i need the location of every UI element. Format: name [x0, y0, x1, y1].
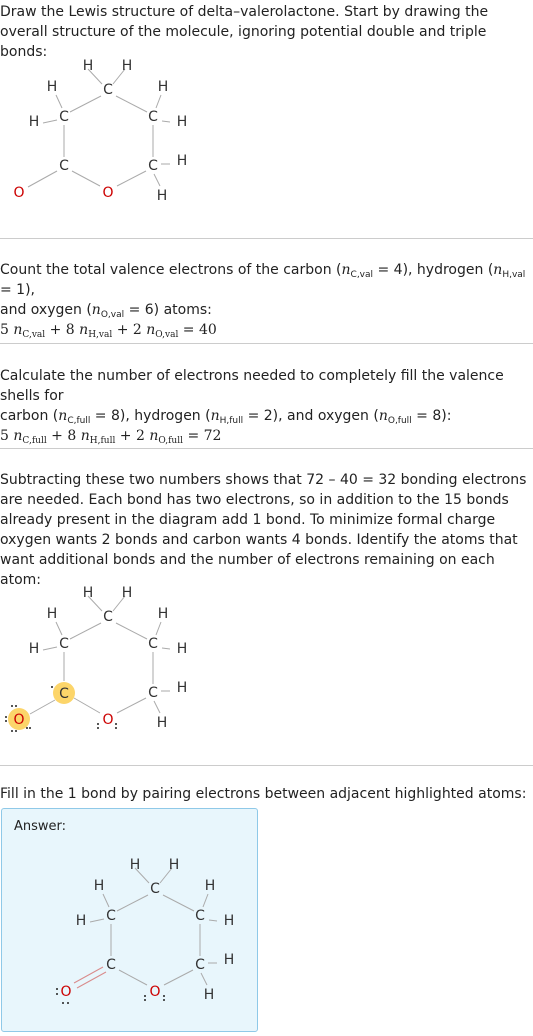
oxygen-atom: O [60, 984, 72, 1000]
hydrogen-atom: H [82, 58, 94, 74]
hydrogen-atom: H [156, 715, 168, 731]
hydrogen-atom: H [223, 913, 235, 929]
carbon-atom: C [59, 158, 69, 174]
carbon-atom: C [59, 636, 69, 652]
carbon-atom: C [150, 881, 160, 897]
carbon-atom: C [103, 82, 113, 98]
carbon-atom: C [59, 109, 69, 125]
divider [0, 765, 533, 766]
carbon-atom: C [103, 609, 113, 625]
step3-text: Calculate the number of electrons needed to completely fill the valence shells for carbon $(n_{C,full} = 8)$, hydrogen $(n_{H,full} = 2)$, and oxygen $(n_{O,full} = 8)$: 5 $n_{C,full} + 8$ $n_{H,full} + 2$ $n_{O,full} = 72$ [0, 368, 504, 446]
carbon-atom: C [106, 957, 116, 973]
oxygen-atom: O [13, 185, 25, 201]
step4-text: Subtracting these two numbers shows that 72 – 40 = 32 bonding electrons are needed. Each bond has two electrons, so in addition to the 15 bonds already present in the diagram add 1 bond. To minimize formal charge oxygen wants 2 bonds and carbon wants 4 bonds. Identify the atoms that want additional bonds and the number of electrons remaining on each atom: [0, 472, 527, 588]
hydrogen-atom: H [157, 79, 169, 95]
oxygen-atom: O [13, 712, 25, 728]
hydrogen-atom: H [129, 857, 141, 873]
carbon-atom: C [148, 636, 158, 652]
carbon-atom: C [59, 686, 69, 702]
hydrogen-atom: H [203, 987, 215, 1003]
hydrogen-atom: H [156, 188, 168, 204]
answer-box [1, 808, 258, 1032]
step2-text: Count the total valence electrons of the carbon $(n_{C,val} = 4)$, hydrogen $(n_{H,val} = 1)$, and oxygen $(n_{O,val} = 6)$ atoms: 5 $n_{C,val} + 8$ $n_{H,val} + 2$ $n_{O,val} = 40$ [0, 262, 526, 340]
carbon-atom: C [195, 957, 205, 973]
hydrogen-atom: H [28, 114, 40, 130]
hydrogen-atom: H [176, 114, 188, 130]
carbonyl-double-bond [74, 967, 106, 988]
carbon-atom: C [106, 908, 116, 924]
divider [0, 343, 533, 344]
valence-equation: 5 $n_{C,val} + 8$ $n_{H,val} + 2$ $n_{O,val} = 40$ [0, 322, 217, 340]
structure-diagram-2 [0, 577, 260, 737]
hydrogen-atom: H [223, 952, 235, 968]
hydrogen-atom: H [75, 913, 87, 929]
answer-label: Answer: [14, 819, 67, 834]
hydrogen-atom: H [121, 58, 133, 74]
hydrogen-atom: H [176, 680, 188, 696]
carbon-atom: C [148, 109, 158, 125]
oxygen-atom: O [149, 984, 161, 1000]
hydrogen-atom: H [46, 606, 58, 622]
full-shell-equation: 5 $n_{C,full} + 8$ $n_{H,full} + 2$ $n_{O,full} = 72$ [0, 428, 222, 446]
carbon-atom: C [148, 685, 158, 701]
hydrogen-atom: H [157, 606, 169, 622]
hydrogen-atom: H [168, 857, 180, 873]
hydrogen-atom: H [46, 79, 58, 95]
step5-text: Fill in the 1 bond by pairing electrons between adjacent highlighted atoms: [0, 786, 527, 802]
step1-text: Draw the Lewis structure of delta–valerolactone. Start by drawing the overall structure of the molecule, ignoring potential double and triple bonds: [0, 4, 489, 60]
hydrogen-atom: H [93, 878, 105, 894]
hydrogen-atom: H [121, 585, 133, 601]
oxygen-atom: O [102, 185, 114, 201]
hydrogen-atom: H [82, 585, 94, 601]
structure-diagram-1 [0, 50, 260, 210]
carbon-atom: C [195, 908, 205, 924]
oxygen-atom: O [102, 712, 114, 728]
hydrogen-atom: H [28, 641, 40, 657]
hydrogen-atom: H [204, 878, 216, 894]
hydrogen-atom: H [176, 153, 188, 169]
final-structure-diagram [47, 859, 247, 1019]
carbon-atom: C [148, 158, 158, 174]
divider [0, 238, 533, 239]
hydrogen-atom: H [176, 641, 188, 657]
divider [0, 448, 533, 449]
